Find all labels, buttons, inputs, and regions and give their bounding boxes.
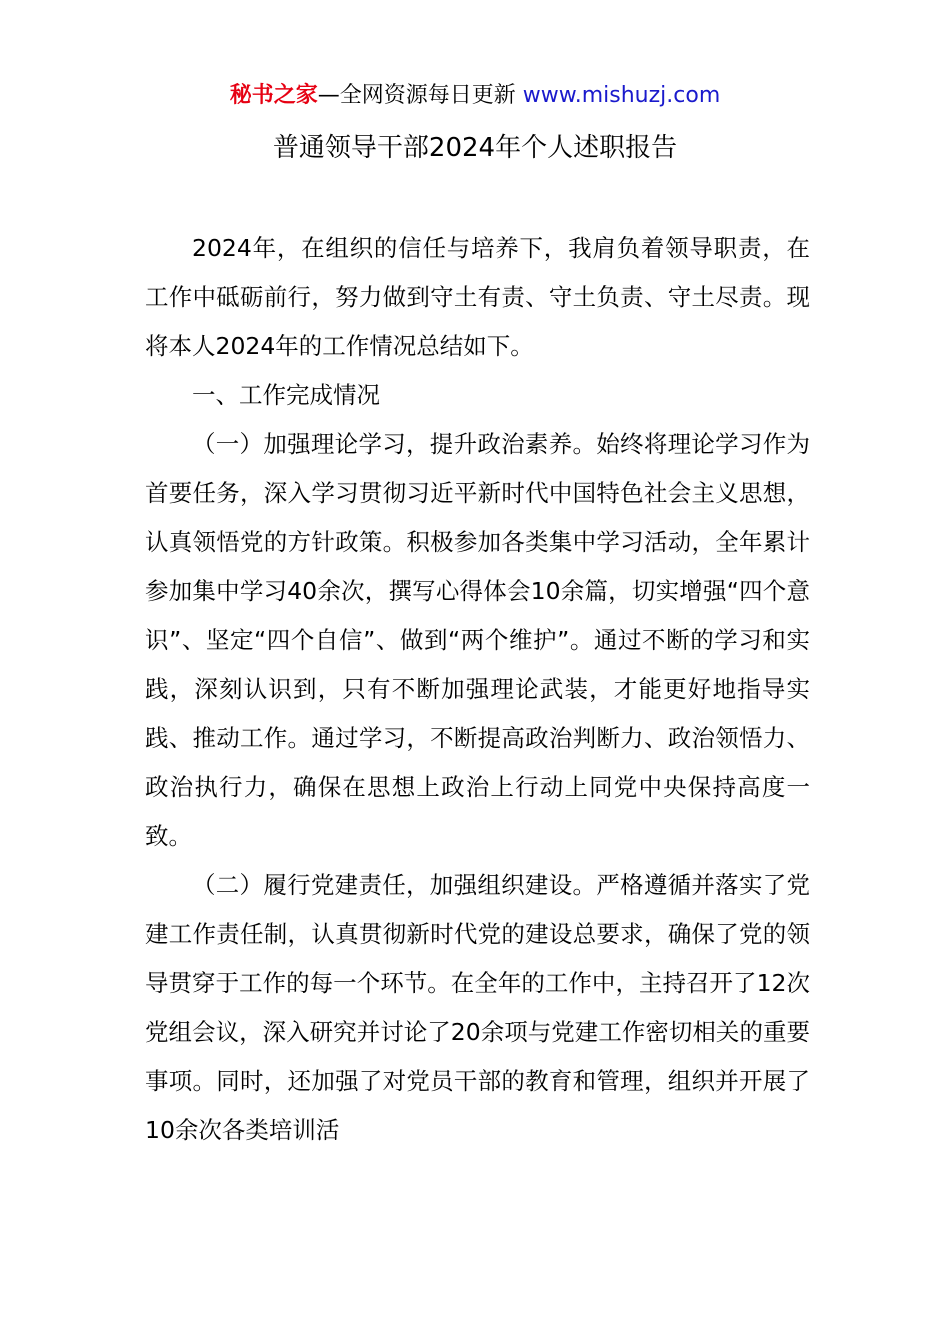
document-body (145, 224, 810, 1155)
site-tagline: —全网资源每日更新 (317, 83, 516, 108)
site-url-link[interactable]: www.mishuzj.com (522, 83, 721, 108)
site-header (0, 80, 950, 112)
section-heading: 一、工作完成情况 (192, 381, 380, 409)
site-brand: 秘书之家 (229, 83, 318, 108)
document-title: 普通领导干部2024年个人述职报告 (272, 133, 678, 163)
intro-paragraph: 2024年，在组织的信任与培养下，我肩负着领导职责，在工作中砥砺前行，努力做到守土有责、守土负责、守土尽责。现将本人2024年的工作情况总结如下。 (145, 234, 810, 360)
body-paragraph: （一）加强理论学习，提升政治素养。始终将理论学习作为首要任务，深入学习贯彻习近平新时代中国特色社会主义思想，认真领悟党的方针政策。积极参加各类集中学习活动，全年累计参加集中学习40余次，撰写心得体会10余篇，切实增强“四个意识”、坚定“四个自信”、做到“两个维护”。通过不断的学习和实践，深刻认识到，只有不断加强理论武装，才能更好地指导实践、推动工作。通过学习，不断提高政治判断力、政治领悟力、政治执行力，确保在思想上政治上行动上同党中央保持高度一致。 (145, 430, 810, 850)
body-paragraph: （二）履行党建责任，加强组织建设。严格遵循并落实了党建工作责任制，认真贯彻新时代党的建设总要求，确保了党的领导贯穿于工作的每一个环节。在全年的工作中，主持召开了12次党组会议，深入研究并讨论了20余项与党建工作密切相关的重要事项。同时，还加强了对党员干部的教育和管理，组织并开展了10余次各类培训活 (145, 871, 810, 1144)
